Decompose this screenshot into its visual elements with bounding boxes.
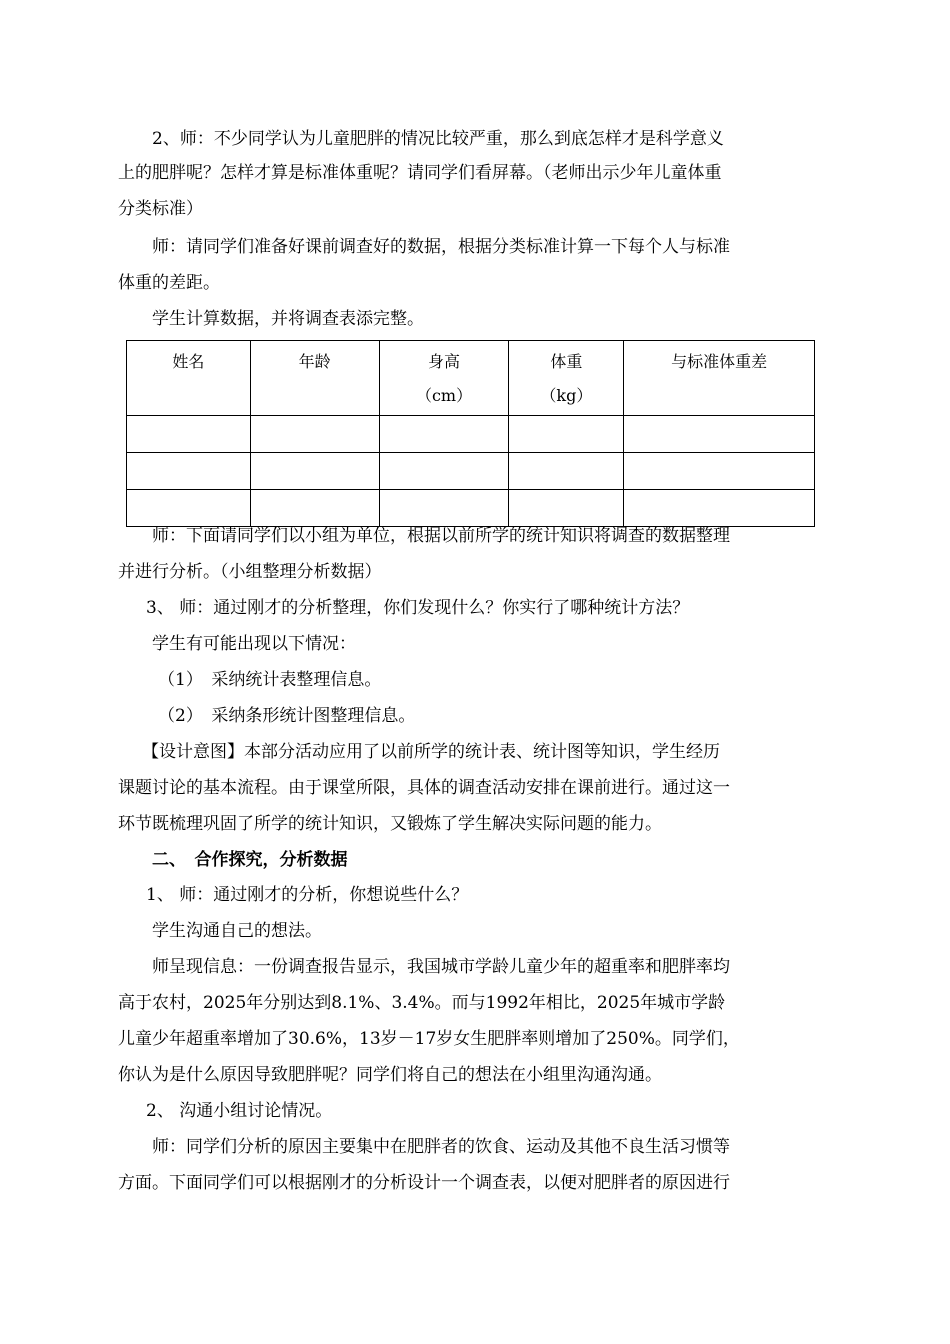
paragraph-line: 2、 沟通小组讨论情况。 bbox=[146, 1101, 333, 1121]
section-heading: 二、 合作探究，分析数据 bbox=[152, 850, 348, 870]
list-item: （2） 采纳条形统计图整理信息。 bbox=[158, 706, 416, 726]
paragraph-line: 并进行分析。（小组整理分析数据） bbox=[118, 562, 382, 582]
table-cell bbox=[127, 416, 251, 453]
paragraph-line: 师：同学们分析的原因主要集中在肥胖者的饮食、运动及其他不良生活习惯等 bbox=[152, 1137, 730, 1157]
table-row bbox=[127, 416, 815, 453]
paragraph-line: 体重的差距。 bbox=[118, 273, 220, 293]
table-cell bbox=[250, 416, 379, 453]
paragraph-line: 学生沟通自己的想法。 bbox=[152, 921, 322, 941]
header-cell-name: 姓名 bbox=[127, 341, 251, 416]
paragraph-line: 师：下面请同学们以小组为单位，根据以前所学的统计知识将调查的数据整理 bbox=[152, 526, 730, 546]
header-cell-height: 身高 （cm） bbox=[379, 341, 509, 416]
table-cell bbox=[509, 453, 624, 490]
header-cell-age: 年龄 bbox=[250, 341, 379, 416]
paragraph-line: 1、 师：通过刚才的分析，你想说些什么？ bbox=[146, 885, 469, 905]
table-cell bbox=[509, 490, 624, 527]
paragraph-line: 2、师：不少同学认为儿童肥胖的情况比较严重，那么到底怎样才是科学意义 bbox=[152, 129, 724, 149]
table-cell bbox=[127, 490, 251, 527]
table-cell bbox=[509, 416, 624, 453]
paragraph-line: 儿童少年超重率增加了30.6%，13岁－17岁女生肥胖率则增加了250%。同学们， bbox=[118, 1029, 740, 1049]
table-cell bbox=[624, 453, 815, 490]
table-cell bbox=[379, 416, 509, 453]
table-cell bbox=[624, 490, 815, 527]
table-cell bbox=[624, 416, 815, 453]
table-row bbox=[127, 490, 815, 527]
header-cell-weight-diff: 与标准体重差 bbox=[624, 341, 815, 416]
paragraph-line: 师：请同学们准备好课前调查好的数据，根据分类标准计算一下每个人与标准 bbox=[152, 237, 730, 257]
table-cell bbox=[379, 453, 509, 490]
paragraph-line: 你认为是什么原因导致肥胖呢？同学们将自己的想法在小组里沟通沟通。 bbox=[118, 1065, 662, 1085]
survey-table bbox=[126, 340, 815, 527]
table-cell bbox=[250, 453, 379, 490]
paragraph-line: 3、 师：通过刚才的分析整理，你们发现什么？你实行了哪种统计方法？ bbox=[146, 598, 690, 618]
paragraph-line: 学生有可能出现以下情况： bbox=[152, 634, 356, 654]
paragraph-line: 环节既梳理巩固了所学的统计知识，又锻炼了学生解决实际问题的能力。 bbox=[118, 814, 662, 834]
table-row bbox=[127, 453, 815, 490]
paragraph-line: 分类标准） bbox=[118, 199, 203, 219]
paragraph-line: 学生计算数据，并将调查表添完整。 bbox=[152, 309, 424, 329]
table-header-row bbox=[127, 341, 815, 416]
table-cell bbox=[250, 490, 379, 527]
paragraph-line: 上的肥胖呢？怎样才算是标准体重呢？请同学们看屏幕。（老师出示少年儿童体重 bbox=[118, 163, 722, 183]
paragraph-line: 师呈现信息：一份调查报告显示，我国城市学龄儿童少年的超重率和肥胖率均 bbox=[152, 957, 730, 977]
paragraph-line: 【设计意图】本部分活动应用了以前所学的统计表、统计图等知识，学生经历 bbox=[142, 742, 720, 762]
paragraph-line: 高于农村，2025年分别达到8.1%、3.4%。而与1992年相比，2025年城市学龄 bbox=[118, 993, 726, 1013]
table-cell bbox=[379, 490, 509, 527]
table-cell bbox=[127, 453, 251, 490]
paragraph-line: 方面。下面同学们可以根据刚才的分析设计一个调查表，以便对肥胖者的原因进行 bbox=[118, 1173, 730, 1193]
header-cell-weight: 体重 （kg） bbox=[509, 341, 624, 416]
list-item: （1） 采纳统计表整理信息。 bbox=[158, 670, 382, 690]
paragraph-line: 课题讨论的基本流程。由于课堂所限，具体的调查活动安排在课前进行。通过这一 bbox=[118, 778, 730, 798]
